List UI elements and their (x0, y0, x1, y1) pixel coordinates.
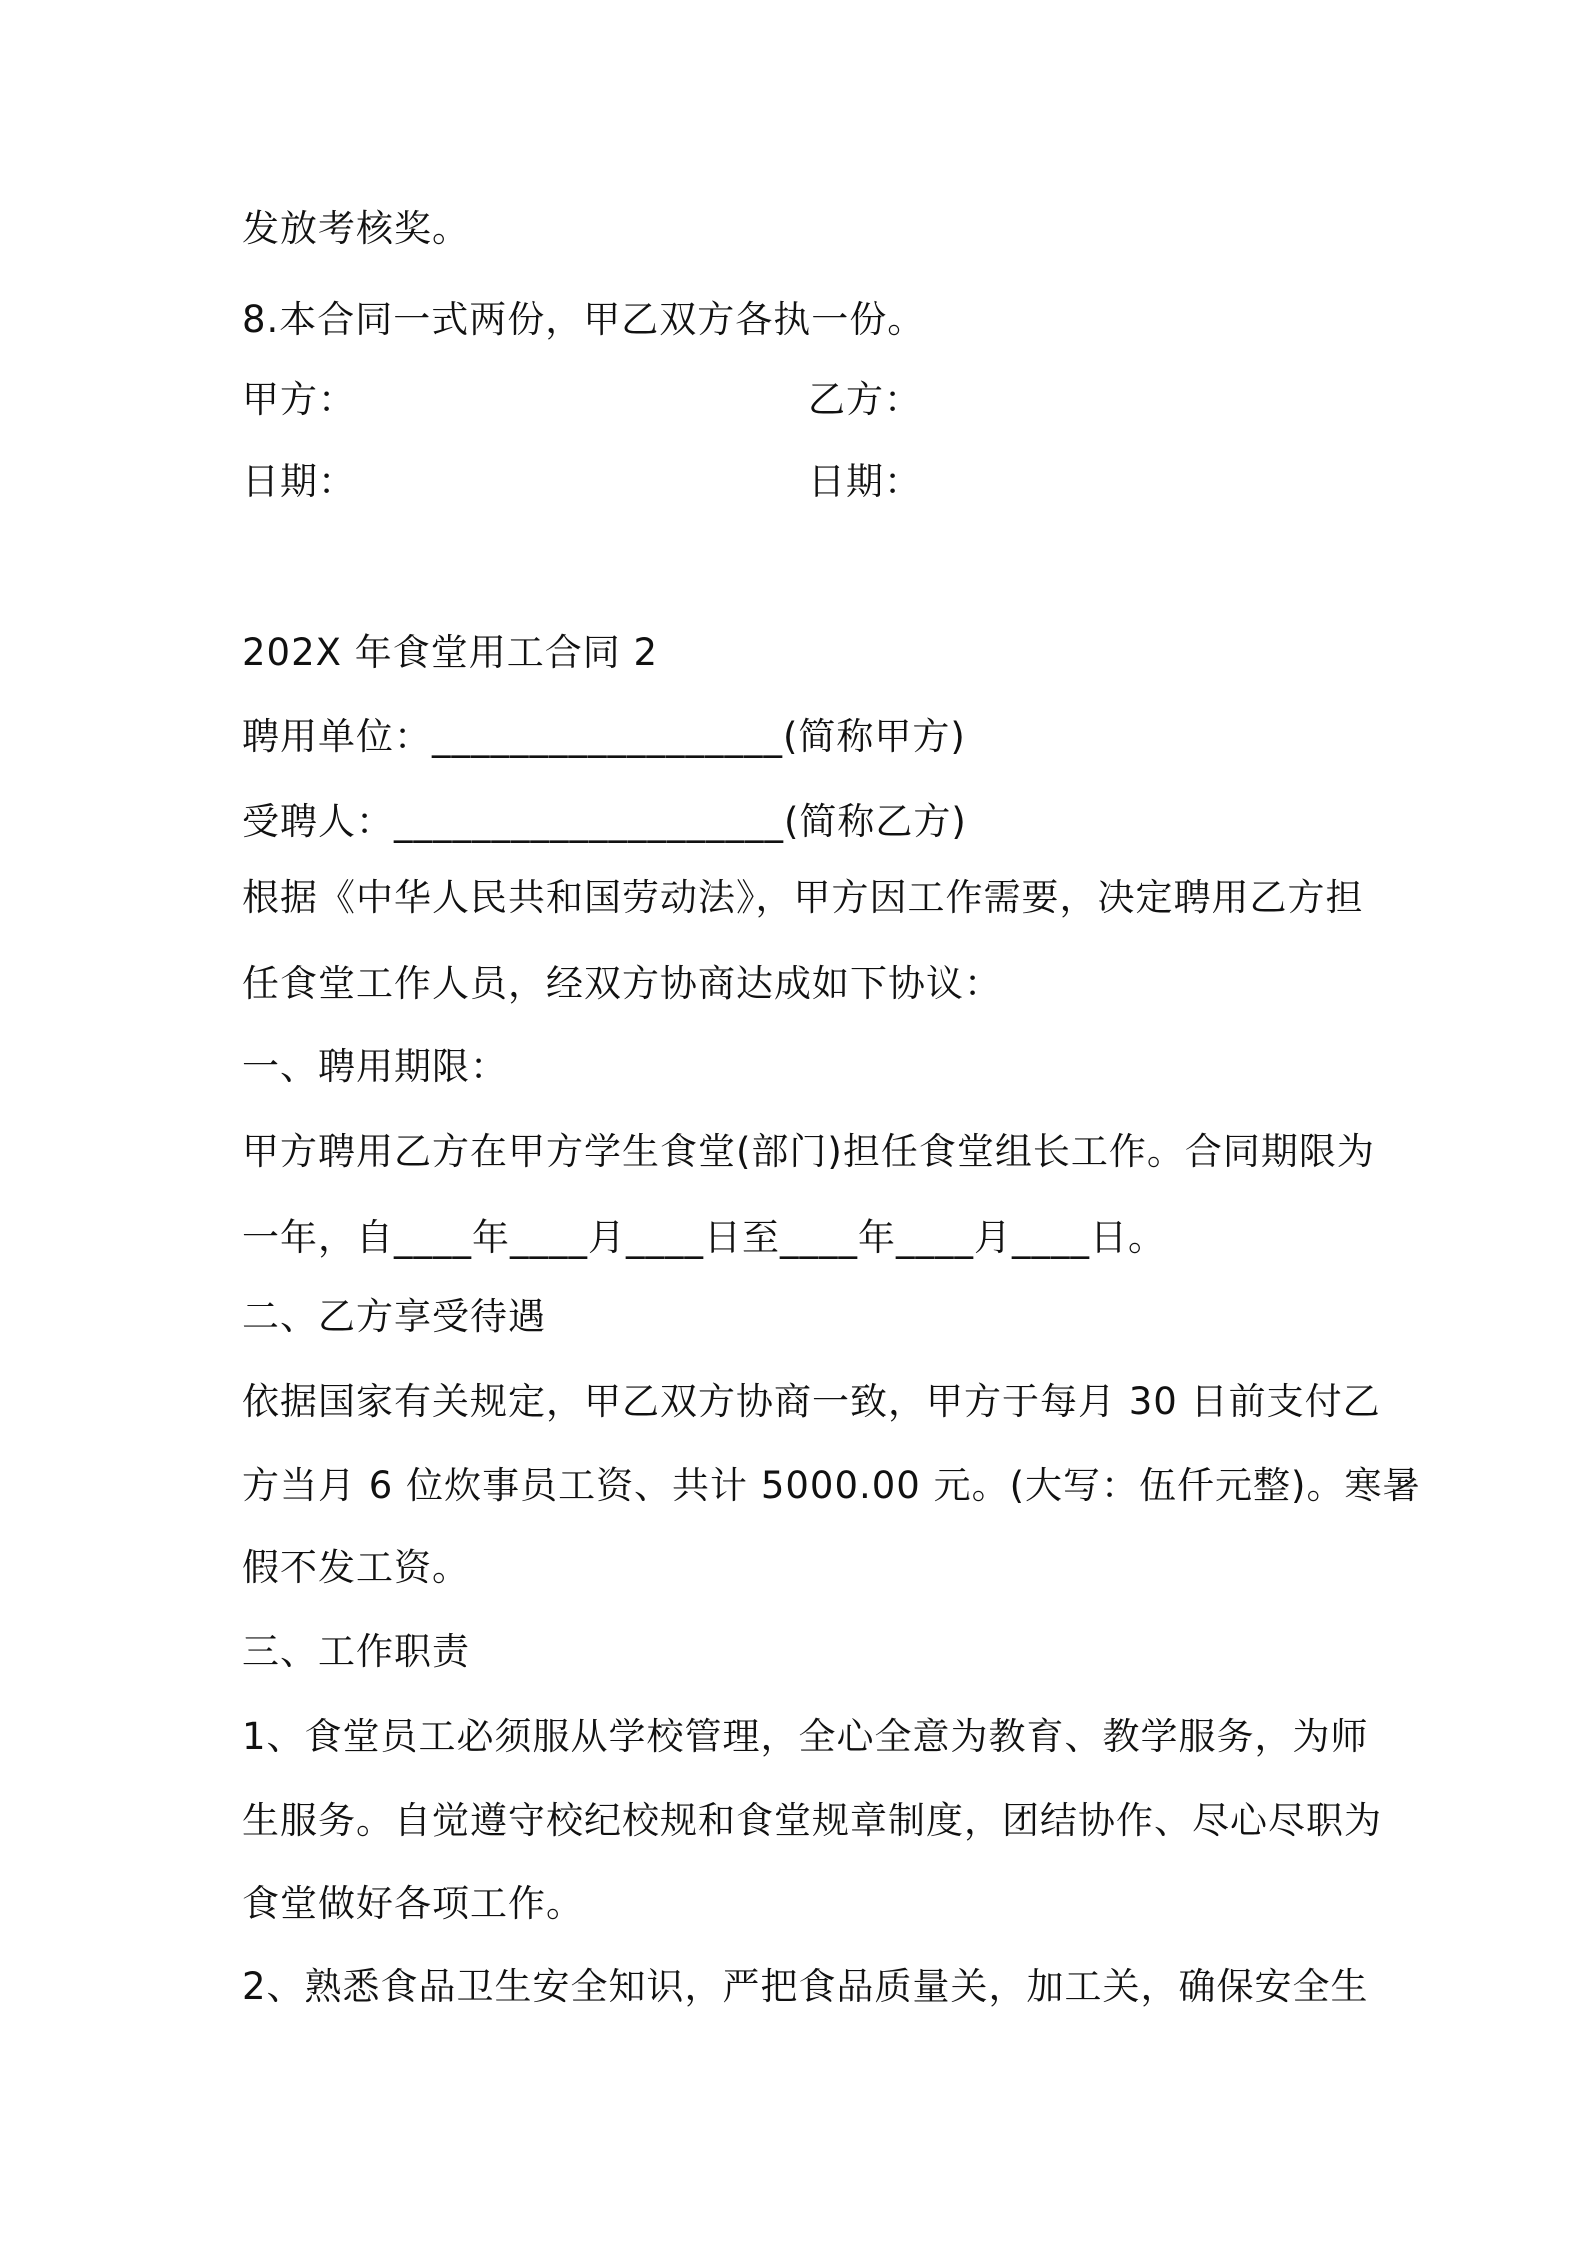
text-line: 根据《中华人民共和国劳动法》，甲方因工作需要，决定聘用乙方担 (242, 876, 1364, 919)
date-b-label: 日期： (808, 460, 922, 503)
clause-8: 8.本合同一式两份，甲乙双方各执一份。 (242, 298, 926, 341)
party-b-label: 乙方： (808, 378, 922, 421)
text-line: 2、熟悉食品卫生安全知识，严把食品质量关，加工关，确保安全生 (242, 1965, 1369, 2008)
party-a-label: 甲方： (242, 378, 356, 421)
text-line: 甲方聘用乙方在甲方学生食堂(部门)担任食堂组长工作。合同期限为 (242, 1130, 1375, 1173)
employer-line: 聘用单位：__________________(简称甲方) (242, 715, 966, 758)
text-line: 生服务。自觉遵守校纪校规和食堂规章制度，团结协作、尽心尽职为 (242, 1799, 1382, 1842)
section-heading: 一、聘用期限： (242, 1045, 508, 1088)
section-heading: 二、乙方享受待遇 (242, 1295, 546, 1338)
employee-line: 受聘人：____________________(简称乙方) (242, 800, 967, 843)
contract-title: 202X 年食堂用工合同 2 (242, 631, 659, 674)
text-line: 任食堂工作人员，经双方协商达成如下协议： (242, 962, 1002, 1005)
date-a-label: 日期： (242, 460, 356, 503)
text-line: 方当月 6 位炊事员工资、共计 5000.00 元。(大写：伍仟元整)。寒暑 (242, 1464, 1421, 1507)
text-line: 一年，自____年____月____日至____年____月____日。 (242, 1216, 1166, 1259)
text-line: 依据国家有关规定，甲乙双方协商一致，甲方于每月 30 日前支付乙 (242, 1380, 1381, 1423)
text-line: 1、食堂员工必须服从学校管理，全心全意为教育、教学服务，为师 (242, 1715, 1369, 1758)
text-line: 假不发工资。 (242, 1546, 470, 1589)
section-heading: 三、工作职责 (242, 1630, 470, 1673)
text-line: 发放考核奖。 (242, 207, 470, 250)
text-line: 食堂做好各项工作。 (242, 1882, 584, 1925)
